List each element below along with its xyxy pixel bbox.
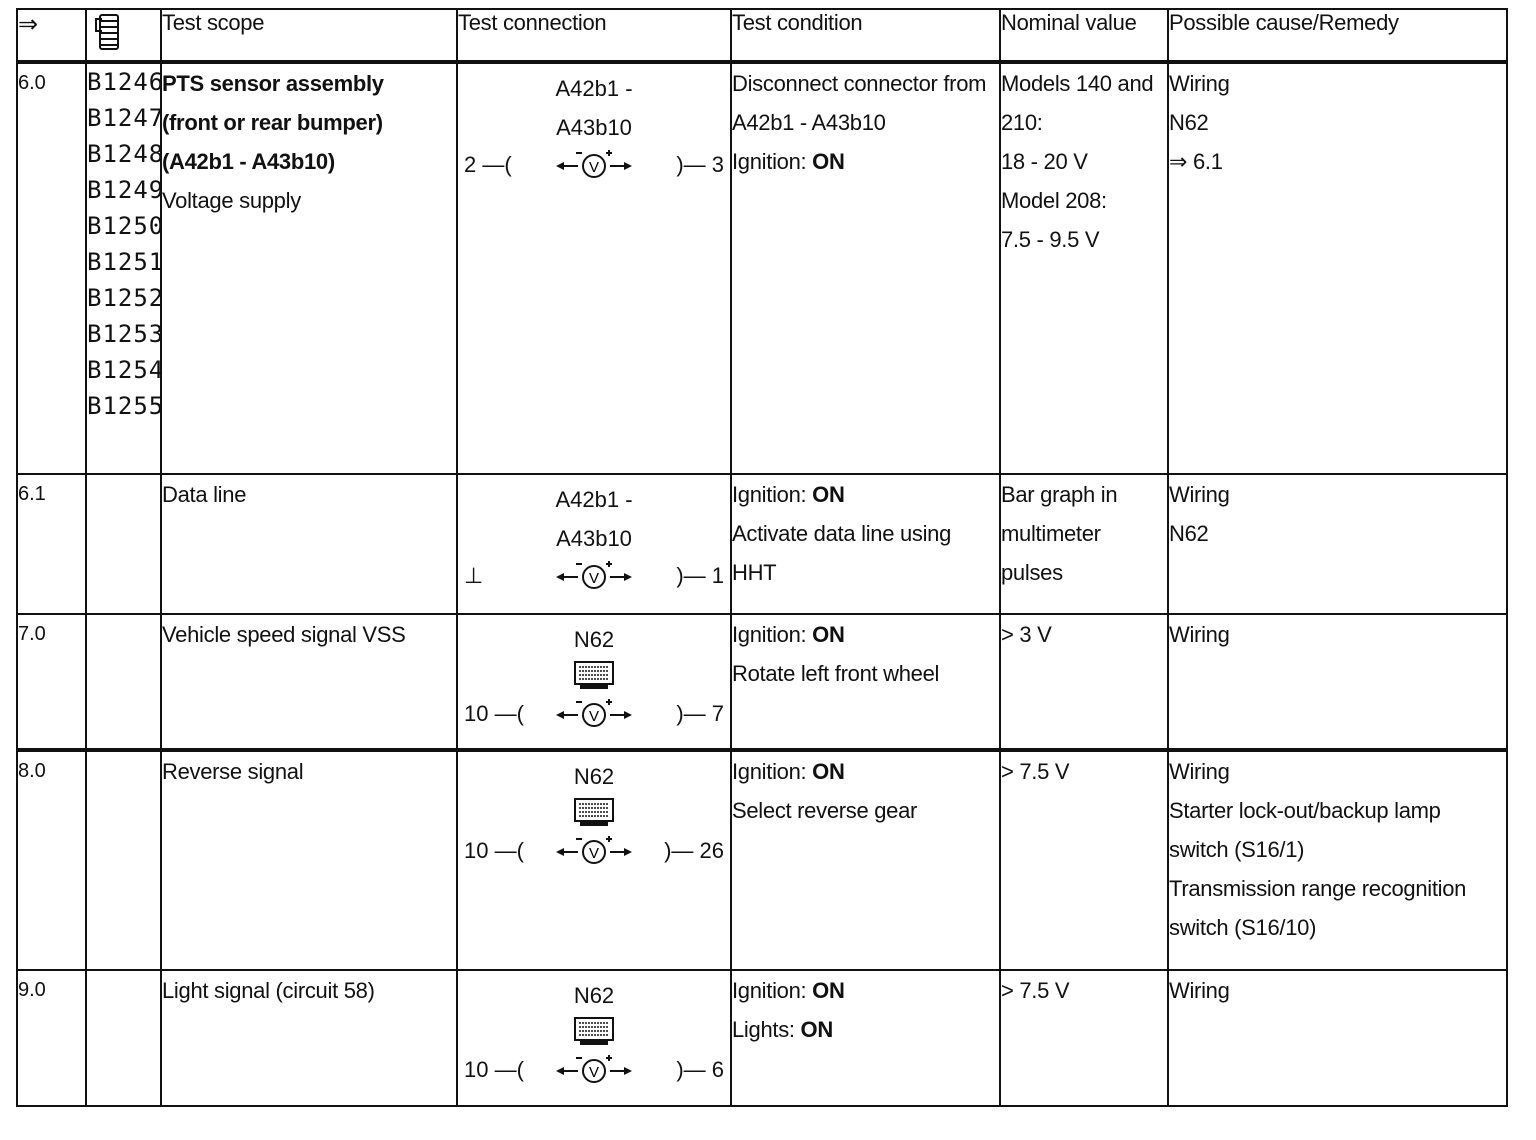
step-number: 8.0: [17, 750, 86, 970]
pin-right-label: )— 6: [676, 1057, 724, 1082]
nominal-line: Model 208:: [1001, 188, 1107, 213]
fault-code-cell: [86, 614, 161, 750]
condition-line: HHT: [732, 560, 777, 585]
header-possible-cause: Possible cause/Remedy: [1168, 9, 1507, 62]
condition-line: Activate data line using: [732, 521, 952, 546]
pin-left-label: 10 —(: [464, 838, 524, 863]
pin-left-label: 10 —(: [464, 1057, 524, 1082]
fault-code: B1246: [87, 68, 165, 96]
condition-value: ON: [812, 622, 845, 647]
nominal-value-cell: [1000, 614, 1168, 750]
header-test-condition: Test condition: [731, 9, 1000, 62]
test-scope-text: Data line: [162, 482, 247, 507]
condition-value: ON: [800, 1017, 833, 1042]
test-scope-text: Vehicle speed signal VSS: [162, 622, 406, 647]
fault-code: B1248: [87, 140, 165, 168]
condition-value: ON: [812, 759, 845, 784]
cause-line: Wiring: [1169, 622, 1230, 647]
possible-cause-cell: [1168, 750, 1507, 970]
arrow-header: ⇒: [17, 9, 86, 62]
step-number: 6.0: [17, 62, 86, 474]
connection-diagram: [458, 615, 730, 747]
cause-line: Starter lock-out/backup lamp: [1169, 798, 1441, 823]
possible-cause-cell: [1168, 614, 1507, 750]
pin-left-label: ⊥: [464, 563, 484, 588]
pin-right-label: )— 7: [676, 701, 724, 726]
table-row: [17, 474, 1507, 614]
cause-line: Wiring: [1169, 71, 1230, 96]
pin-right-label: )— 3: [676, 152, 724, 177]
condition-line: Rotate left front wheel: [732, 661, 940, 686]
nominal-line: Bar graph in: [1001, 482, 1118, 507]
step-number: 6.1: [17, 474, 86, 614]
cause-line: ⇒ 6.1: [1169, 149, 1223, 174]
table-row: [17, 750, 1507, 970]
connection-component: A43b10: [556, 526, 632, 551]
test-condition-cell: [731, 62, 1000, 474]
condition-line: Disconnect connector from: [732, 71, 987, 96]
test-scope-text: Reverse signal: [162, 759, 304, 784]
header-test-connection: Test connection: [457, 9, 731, 62]
test-scope-text: Light signal (circuit 58): [162, 978, 375, 1003]
connection-diagram: [458, 752, 730, 968]
test-scope-title: PTS sensor assembly: [162, 71, 384, 96]
header-row: [17, 9, 1507, 62]
condition-line: Ignition: ON: [732, 759, 845, 784]
test-connection-cell: [457, 474, 731, 614]
pin-left-label: 2 —(: [464, 152, 512, 177]
test-connection-cell: [457, 750, 731, 970]
svg-text:V: V: [588, 1064, 600, 1081]
connection-component: A42b1 -: [555, 487, 633, 512]
module-symbol: [458, 659, 730, 696]
svg-text:V: V: [588, 159, 600, 176]
possible-cause-cell: [1168, 970, 1507, 1106]
nominal-value-cell: [1000, 750, 1168, 970]
test-scope-text: Voltage supply: [162, 188, 301, 213]
fault-code: B1254: [87, 356, 165, 384]
control-module-icon: [572, 659, 616, 691]
condition-value: ON: [812, 978, 845, 1003]
condition-line: Select reverse gear: [732, 798, 918, 823]
nominal-line: > 7.5 V: [1001, 978, 1070, 1003]
condition-value: ON: [812, 149, 845, 174]
svg-text:V: V: [588, 708, 600, 725]
nominal-line: Models 140 and: [1001, 71, 1154, 96]
condition-line: A42b1 - A43b10: [732, 110, 886, 135]
svg-text:V: V: [588, 845, 600, 862]
header-test-scope: Test scope: [161, 9, 457, 62]
condition-line: Ignition: ON: [732, 482, 845, 507]
step-number: 7.0: [17, 614, 86, 750]
voltmeter-icon: [554, 557, 634, 591]
connection-component: N62: [573, 627, 615, 652]
cause-line: Wiring: [1169, 978, 1230, 1003]
fault-code: B1251: [87, 248, 165, 276]
test-scope-cell: [161, 62, 457, 474]
possible-cause-cell: [1168, 474, 1507, 614]
test-scope-cell: [161, 614, 457, 750]
test-connection-cell: [457, 614, 731, 750]
fault-code-cell: [86, 62, 165, 474]
pin-right-label: )— 1: [676, 563, 724, 588]
fault-code-cell: [86, 970, 161, 1106]
pin-right-label: )— 26: [664, 838, 724, 863]
possible-cause-cell: [1168, 62, 1507, 474]
voltmeter-icon: [554, 1051, 634, 1085]
table-row: [17, 614, 1507, 750]
test-scope-cell: [161, 970, 457, 1106]
test-scope-title: (A42b1 - A43b10): [162, 149, 335, 174]
cause-line: N62: [1169, 521, 1209, 546]
condition-line: Lights: ON: [732, 1017, 833, 1042]
step-number: 9.0: [17, 970, 86, 1106]
test-connection-cell: [457, 970, 731, 1106]
connection-component: A42b1 -: [555, 76, 633, 101]
test-condition-cell: [731, 970, 1000, 1106]
header-nominal-value: Nominal value: [1000, 9, 1168, 62]
table-row: [17, 970, 1507, 1106]
connection-diagram: [458, 475, 730, 611]
control-module-icon: [572, 1015, 616, 1047]
test-table: [16, 8, 1508, 1107]
fault-code: B1249: [87, 176, 165, 204]
cause-line: Wiring: [1169, 759, 1230, 784]
connection-diagram: [458, 64, 730, 472]
fault-code-cell: [86, 474, 161, 614]
nominal-line: > 7.5 V: [1001, 759, 1070, 784]
nominal-value-cell: [1000, 62, 1168, 474]
voltmeter-icon: [554, 695, 634, 729]
connection-component: A43b10: [556, 115, 632, 140]
svg-text:V: V: [588, 570, 600, 587]
table-row: [17, 62, 1507, 474]
nominal-line: 210:: [1001, 110, 1043, 135]
nominal-value-cell: [1000, 970, 1168, 1106]
handheld-tester-icon: [99, 14, 119, 50]
condition-line: Ignition: ON: [732, 149, 845, 174]
fault-code: B1253: [87, 320, 165, 348]
test-condition-cell: [731, 614, 1000, 750]
nominal-line: pulses: [1001, 560, 1063, 585]
cause-line: Transmission range recognition: [1169, 876, 1467, 901]
cause-line: N62: [1169, 110, 1209, 135]
fault-code: B1250: [87, 212, 165, 240]
nominal-line: 7.5 - 9.5 V: [1001, 227, 1100, 252]
fault-code-cell: [86, 750, 161, 970]
condition-line: Ignition: ON: [732, 978, 845, 1003]
connection-diagram: [458, 971, 730, 1103]
module-symbol: [458, 1015, 730, 1052]
test-scope-title: (front or rear bumper): [162, 110, 383, 135]
fault-code: B1255: [87, 392, 165, 420]
fault-code: B1247: [87, 104, 165, 132]
tester-icon-header: [86, 9, 161, 62]
voltmeter-icon: [554, 832, 634, 866]
test-condition-cell: [731, 474, 1000, 614]
cause-line: switch (S16/1): [1169, 837, 1305, 862]
condition-value: ON: [812, 482, 845, 507]
cause-line: switch (S16/10): [1169, 915, 1317, 940]
module-symbol: [458, 796, 730, 833]
pin-left-label: 10 —(: [464, 701, 524, 726]
test-scope-cell: [161, 474, 457, 614]
test-condition-cell: [731, 750, 1000, 970]
condition-line: Ignition: ON: [732, 622, 845, 647]
test-connection-cell: [457, 62, 731, 474]
nominal-line: multimeter: [1001, 521, 1101, 546]
nominal-line: 18 - 20 V: [1001, 149, 1088, 174]
nominal-value-cell: [1000, 474, 1168, 614]
test-scope-cell: [161, 750, 457, 970]
fault-code: B1252: [87, 284, 165, 312]
control-module-icon: [572, 796, 616, 828]
connection-component: N62: [573, 764, 615, 789]
nominal-line: > 3 V: [1001, 622, 1052, 647]
cause-line: Wiring: [1169, 482, 1230, 507]
voltmeter-icon: [554, 146, 634, 180]
connection-component: N62: [573, 983, 615, 1008]
